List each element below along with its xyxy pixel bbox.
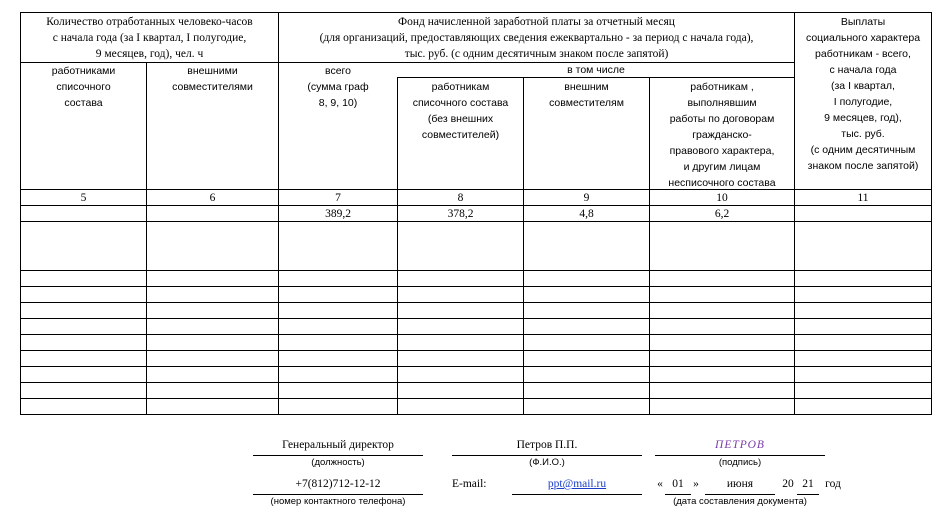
email-label: E-mail: [452, 478, 487, 490]
column-number: 11 [857, 192, 869, 204]
header-including: в том числе [567, 64, 625, 76]
table-rule [20, 382, 932, 383]
data-cell-fund-total[interactable]: 389,2 [325, 208, 351, 220]
header-external-part-timers: внешними совместителями [172, 65, 253, 93]
date-year[interactable]: 21 [802, 478, 814, 490]
header-contract-workers: работникам , выполнявшим работы по договорам гражданско- правового характера, и другим лицам несписочного состава [668, 81, 776, 189]
table-rule [20, 398, 932, 399]
table-rule [20, 366, 932, 367]
table-border-right [931, 12, 932, 415]
header-total: всего (сумма граф 8, 9, 10) [307, 65, 369, 109]
email-underline [512, 494, 642, 495]
table-rule [20, 270, 932, 271]
data-cell-fund-external[interactable]: 4,8 [579, 208, 594, 220]
data-cell-fund-list-staff[interactable]: 378,2 [447, 208, 474, 220]
date-month-underline [705, 494, 775, 495]
phone-caption: (номер контактного телефона) [270, 496, 406, 507]
header-hours-group: Количество отработанных человеко-часов с начала года (за I квартал, I полугодие, 9 месяцев, год), чел. ч [46, 16, 253, 60]
header-fund-group: Фонд начисленной заработной платы за отчетный месяц (для организаций, предоставляющих сведения ежеквартально - за период с начала года), тыс. руб. (с одним десятичным знаком после запятой) [319, 16, 754, 60]
table-rule [20, 318, 932, 319]
table-rule [20, 334, 932, 335]
date-day-underline [665, 494, 691, 495]
table-rule [20, 302, 932, 303]
column-number: 6 [209, 192, 216, 204]
table-rule [146, 62, 147, 415]
signature-caption: (подпись) [718, 457, 762, 468]
data-cell-fund-contract[interactable]: 6,2 [714, 208, 730, 220]
phone-underline [253, 494, 423, 495]
date-caption: (дата составления документа) [673, 496, 807, 507]
table-rule [20, 350, 932, 351]
position-underline [253, 455, 423, 456]
date-year-suffix: год [825, 478, 841, 490]
email-link[interactable]: ppt@mail.ru [547, 478, 607, 490]
date-month[interactable]: июня [726, 478, 754, 490]
column-number: 5 [80, 192, 87, 204]
table-rule [20, 286, 932, 287]
column-number: 10 [716, 192, 728, 204]
column-number: 8 [457, 192, 464, 204]
date-day[interactable]: 01 [672, 478, 684, 490]
header-list-staff-wo-ext: работникам списочного состава (без внешних совместителей) [412, 81, 509, 141]
header-list-staff: работниками списочного состава [51, 65, 116, 109]
table-border-top [20, 12, 932, 13]
column-number: 7 [335, 192, 341, 204]
table-rule [523, 77, 524, 415]
header-social-payments: Выплаты социального характера работникам - всего, с начала года (за I квартал, I полугодие, 9 месяцев, год), тыс. руб. (с одним десятичным знаком после запятой) [805, 16, 921, 172]
position-caption: (должность) [311, 457, 365, 468]
header-external: внешним совместителям [549, 81, 624, 109]
signature-underline [655, 455, 825, 456]
signature-value[interactable]: ПЕТРОВ [715, 439, 765, 451]
date-open-quote: « [657, 478, 663, 490]
column-number: 9 [583, 192, 590, 204]
name-underline [452, 455, 642, 456]
position-value[interactable]: Генеральный директор [282, 439, 394, 451]
date-close-quote: » [693, 478, 699, 490]
date-year-underline [797, 494, 819, 495]
name-value[interactable]: Петров П.П. [516, 439, 578, 451]
date-year-prefix: 20 [782, 478, 794, 490]
table-border-bottom [20, 414, 932, 415]
phone-value[interactable]: +7(812)712-12-12 [295, 478, 381, 490]
name-caption: (Ф.И.О.) [529, 457, 565, 468]
